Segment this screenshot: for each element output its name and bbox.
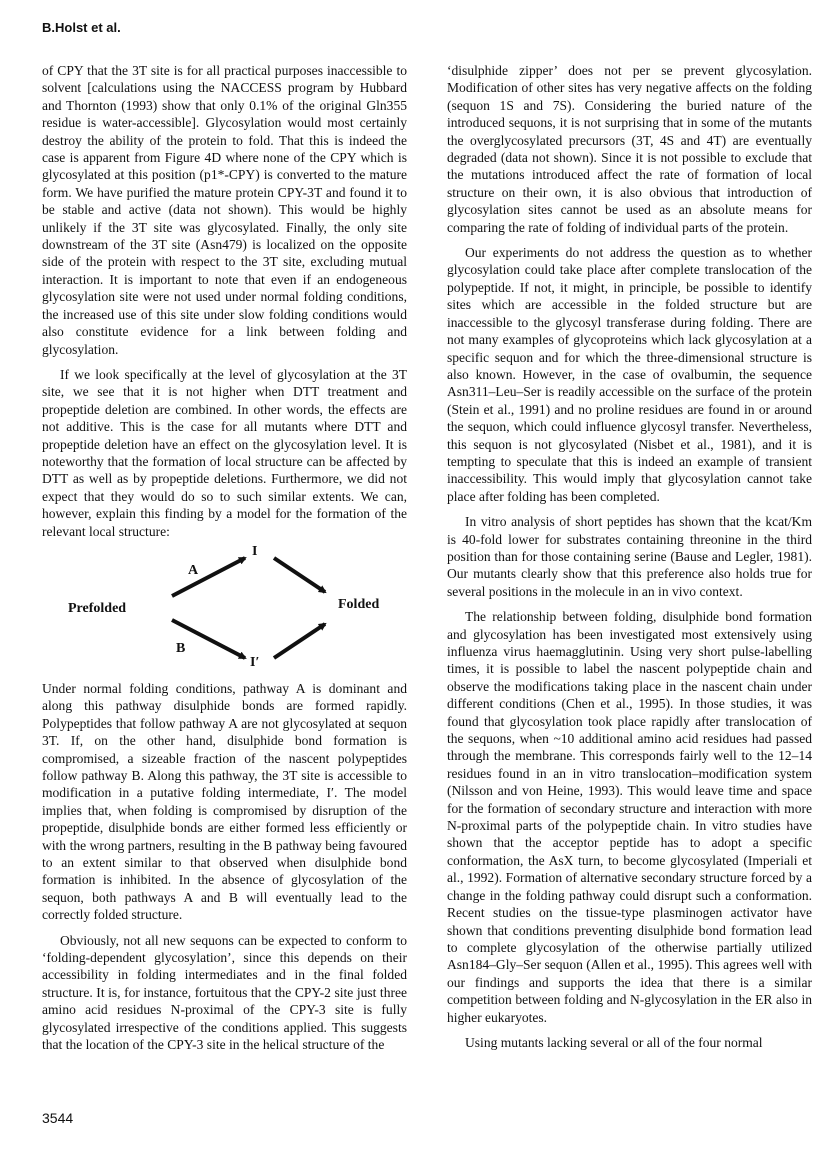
paragraph: In vitro analysis of short peptides has shown that the kcat/Km is 40-fold lower for substrates containing threonine in the third position than for those containing serine (Bause and Legler, 1981). Our mutants clearly show that this preference also holds true for several positions in the molecule in an in vivo context.	[447, 514, 812, 599]
paragraph: Our experiments do not address the question as to whether glycosylation could take place after complete translocation of the polypeptide. If not, it might, in principle, be possible to identify sites which are accessible in the folded structure but are inaccessible to the glycosyl transferase during folding. There are not many examples of glycoproteins which lack glycosylation at a specific sequon and for which the three-dimensional structure is also known. However, in the case of ovalbumin, the sequence Asn311–Leu–Ser is readily accessible on the surface of the protein (Stein et al., 1991) and no proline residues are found in or around the sequon, which could influence glycosyl transfer. Nevertheless, this sequon is not glycosylated (Nisbet et al., 1981), and it is tempting to speculate that this is indeed an example of transient inaccessibility. This would imply that glycosylation cannot take place after folding has been completed.	[447, 245, 812, 504]
folded-label: Folded	[338, 596, 380, 612]
paragraph: Obviously, not all new sequons can be expected to conform to ‘folding-dependent glycosylation’, since this depends on their accessibility in folding intermediates and in the final folded structure. It is, for instance, fortuitous that the CPY-2 site just three amino acid residues N-proximal of the CPY-3 site is fully glycosylated irrespective of the conditions applied. This suggests that the location of the CPY-3 site in the helical structure of the	[42, 932, 407, 1053]
paragraph: Using mutants lacking several or all of the four normal	[465, 1034, 763, 1050]
arrow-i-to-folded	[274, 558, 325, 592]
arrow-prefolded-to-i	[172, 558, 245, 596]
path-b-label: B	[176, 640, 186, 656]
paragraph: The relationship between folding, disulphide bond formation and glycosylation has been investigated most extensively using influenza virus haemagglutinin. Using very short pulse-labelling times, it is possible to label the nascent polypeptide chain and observe the modifications taking place in the nascent chain under different conditions (Chen et al., 1995). In those studies, it was found that glycosylation took place rapidly after translocation of the sequons, when ~10 additional amino acid residues had passed through the membrane. This corresponds fairly well to the 12–14 residues found in an in vitro translocation–modification system (Nilsson and von Heine, 1993). This would leave time and space for the formation of secondary structure and interaction with more N-proximal parts of the polypeptide chain. In vitro studies have shown that the acceptor peptide has to adopt a specific conformation, the AsX turn, to become glycosylated (Imperiali et al., 1992). Formation of alternative secondary structure forced by a change in the folding pathway could disrupt such a conformation. Recent studies on the tissue-type plasminogen activator have shown that conditions preventing disulphide bond formation lead to complete glycosylation of the otherwise partially utilized Asn184–Gly–Ser sequon (Allen et al., 1995). This agrees well with our findings and supports the idea that there is a similar competition between folding and N-glycosylation in the ER also in higher eukaryotes.	[447, 609, 812, 1025]
intermediate-i-label: I	[252, 543, 258, 559]
prefolded-label: Prefolded	[68, 600, 127, 616]
running-head: B.Holst et al.	[42, 20, 121, 35]
paragraph: If we look specifically at the level of glycosylation at the 3T site, we see that it is not higher when DTT treatment and propeptide deletion are combined. In other words, the effects are not additive. This is the case for all mutants where DTT and propeptide deletion have an effect on the glycosylation level. It is noteworthy that the formation of local structure can be affected by DTT as well as by propeptide deletions. Furthermore, we did not expect that they would do so to such similar extents. We can, however, explain this finding by a model for the formation of the relevant local structure:	[42, 366, 407, 539]
paragraph: of CPY that the 3T site is for all practical purposes inaccessible to solvent [calculations using the NACCESS program by Hubbard and Thornton (1993) show that only 0.1% of the original Gln355 residue is water-accessible]. Glycosylation would most certainly destroy the ability of the protein to fold. That this is indeed the case is apparent from Figure 4D where none of the CPY which is glycosylated at this position (p1*-CPY) is converted to the mature form. We have purified the mature protein CPY-3T and found it to be stable and active (data not shown). This would be highly unlikely if the 3T site was glycosylated. Finally, the only site downstream of the 3T site (Asn479) is localized on the opposite side of the protein with respect to the 3T site, excluding mutual interaction. It is important to note that even if an endogeneous glycosylation site were not used under normal folding conditions, the increased use of this site under slow folding conditions would also constitute evidence for a link between folding and glycosylation.	[42, 63, 407, 357]
right-column	[447, 62, 812, 1051]
left-column	[42, 62, 407, 1054]
page-number: 3544	[42, 1110, 74, 1126]
folding-pathway-scheme	[42, 543, 407, 676]
arrow-i-prime-to-folded	[274, 624, 325, 658]
path-a-label: A	[188, 562, 199, 578]
intermediate-i-prime-label: I′	[250, 654, 260, 670]
paragraph: Under normal folding conditions, pathway A is dominant and along this pathway disulphide bonds are formed rapidly. Polypeptides that follow pathway A are not glycosylated at sequon 3T. If, on the other hand, disulphide bond formation is compromised, a sizeable fraction of the nascent polypeptides follow pathway B. Along this pathway, the 3T site is accessible to modification in a putative folding intermediate, I′. The model implies that, when folding is compromised by disruption of the propeptide, disulphide bonds are either formed less efficiently or with the wrong partners, resulting in the B pathway being favoured to an extent similar to that observed when disulphide bond formation is inhibited. In the absence of glycosylation of the sequon, both pathways A and B will eventually lead to the correctly folded structure.	[42, 680, 407, 923]
paragraph: ‘disulphide zipper’ does not per se prevent glycosylation. Modification of other sites has very negative affects on the folding (sequon 1S and 7S). Considering the buried nature of the introduced sequons, it is not surprising that in some of the mutants the overglycosylated precursors (3T, 4S and 4T) are eventually degraded (data not shown). Since it is not possible to exclude that the mutations introduced affect the rate of formation of local structure on their own, it is also obvious that introduction of glycosylation sites cannot be used as an absolute means for comparing the rate of folding of individual parts of the protein.	[447, 63, 812, 235]
